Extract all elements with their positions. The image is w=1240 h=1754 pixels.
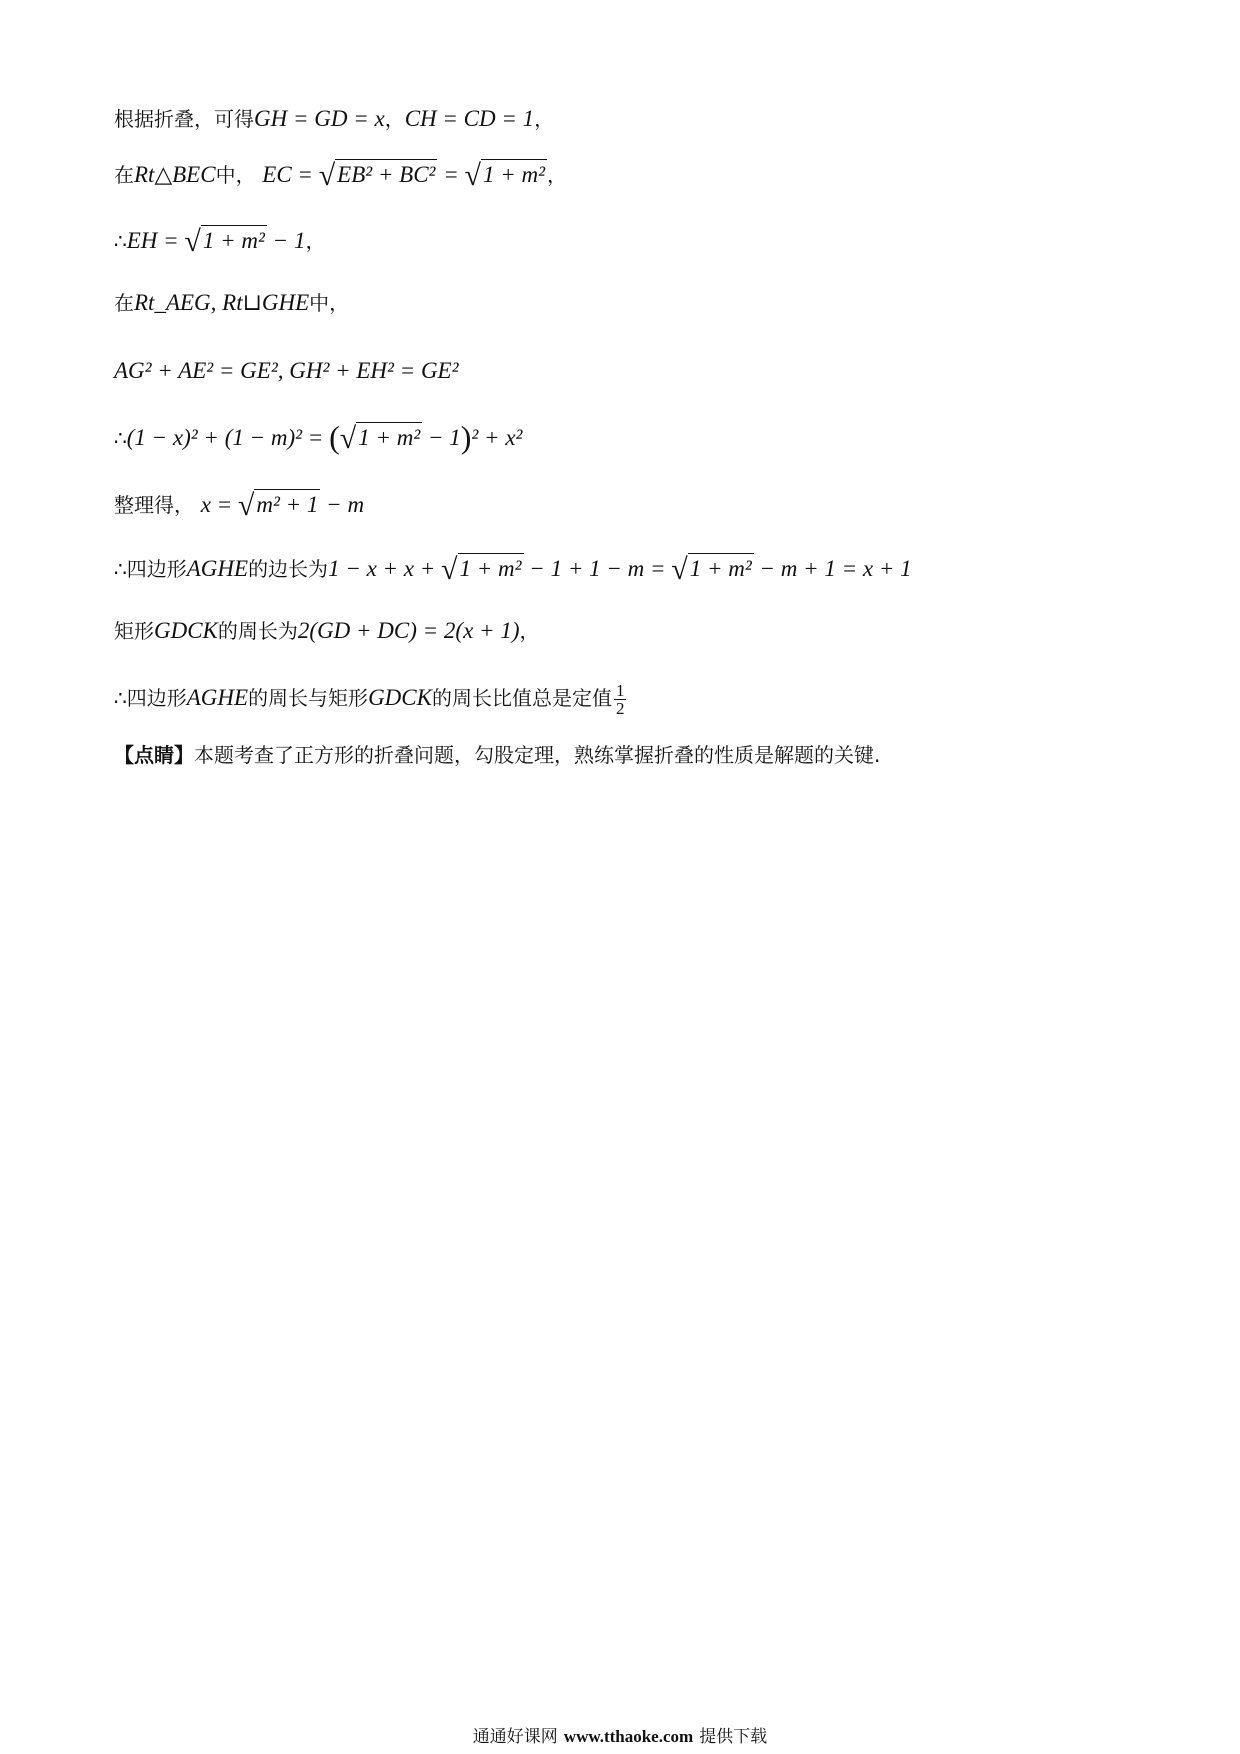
math: x = bbox=[200, 492, 238, 517]
text: 的周长与矩形 bbox=[248, 686, 369, 710]
text: ， bbox=[547, 163, 567, 187]
math: Rt_AEG, Rt⊔GHE bbox=[134, 290, 310, 315]
line-conclusion bbox=[114, 682, 626, 717]
math: GH = GD = x bbox=[254, 106, 385, 131]
math: − 1 + 1 − m = bbox=[523, 556, 672, 581]
math: EH = bbox=[126, 228, 185, 253]
text: 的周长比值总是定值 bbox=[431, 686, 612, 710]
math: CH = CD = 1 bbox=[404, 106, 535, 131]
text: 的周长为 bbox=[217, 619, 298, 643]
math: GDCK bbox=[154, 618, 218, 643]
footer-url: www.tthaoke.com bbox=[563, 1727, 694, 1746]
footer-suffix: 提供下载 bbox=[699, 1727, 768, 1747]
sqrt: √1 + m² bbox=[671, 553, 752, 586]
math: − m bbox=[320, 492, 365, 517]
footer-site-name: 通通好课网 bbox=[472, 1727, 558, 1747]
sqrt: √1 + m² bbox=[441, 553, 522, 586]
radicand: 1 + m² bbox=[481, 159, 547, 187]
math: = bbox=[437, 162, 465, 187]
text: 根据折叠，可得 bbox=[114, 107, 254, 131]
math: GDCK bbox=[368, 685, 432, 710]
text: 的边长为 bbox=[248, 557, 329, 581]
math: − 1 bbox=[422, 425, 461, 450]
sqrt: √m² + 1 bbox=[237, 489, 319, 522]
sqrt: √1 + m² bbox=[339, 422, 421, 455]
text: 本题考查了正方形的折叠问题，勾股定理，熟练掌握折叠的性质是解题的关键. bbox=[194, 743, 881, 767]
math: 2(GD + DC) = 2(x + 1) bbox=[297, 618, 520, 643]
sqrt: √1 + m² bbox=[184, 225, 265, 258]
page-footer bbox=[0, 1722, 1240, 1747]
radicand: 1 + m² bbox=[688, 553, 754, 581]
text: ∴ bbox=[114, 426, 127, 450]
fraction bbox=[614, 682, 627, 717]
text: 整理得， bbox=[114, 493, 194, 517]
line-rect-perimeter bbox=[114, 616, 539, 646]
line-pythagoras bbox=[114, 356, 459, 386]
math: EC = bbox=[262, 162, 319, 187]
line-equation: ∴(1 − x)² + (1 − m)² = (√1 + m² − 1)² + x² bbox=[114, 419, 523, 455]
line-fold-equalities bbox=[114, 104, 554, 134]
math: ² + x² bbox=[471, 425, 523, 450]
math: AG² + AE² = GE², GH² + EH² = GE² bbox=[114, 358, 459, 383]
radicand: 1 + m² bbox=[458, 553, 524, 581]
text: 中， bbox=[215, 163, 256, 187]
line-ec-length bbox=[114, 160, 567, 191]
text: ， bbox=[384, 107, 405, 131]
line-solution-x bbox=[114, 490, 364, 521]
text: 矩形 bbox=[114, 619, 154, 643]
radicand: 1 + m² bbox=[356, 422, 422, 450]
text: 中， bbox=[309, 291, 350, 315]
sqrt: √EB² + BC² bbox=[318, 159, 436, 192]
math: AGHE bbox=[186, 556, 249, 581]
line-triangles bbox=[114, 288, 349, 318]
math: AGHE bbox=[186, 685, 249, 710]
text: 在 bbox=[114, 291, 134, 315]
math: 1 − x + x + bbox=[328, 556, 442, 581]
math: − 1 bbox=[266, 228, 306, 253]
line-key-point bbox=[114, 740, 880, 770]
radicand: EB² + BC² bbox=[335, 159, 437, 187]
radicand: 1 + m² bbox=[201, 225, 267, 253]
text: ， bbox=[534, 107, 555, 131]
key-point-label: 【点睛】 bbox=[114, 743, 194, 767]
text: ， bbox=[519, 619, 540, 643]
text: ∴四边形 bbox=[114, 686, 187, 710]
line-side-length bbox=[114, 554, 912, 585]
text: ∴四边形 bbox=[114, 557, 187, 581]
math: (1 − x)² + (1 − m)² = bbox=[126, 425, 330, 450]
text: 在 bbox=[114, 163, 134, 187]
text: ， bbox=[305, 229, 326, 253]
fraction-numerator: 1 bbox=[615, 681, 625, 700]
line-eh-length bbox=[114, 226, 325, 257]
radicand: m² + 1 bbox=[254, 489, 320, 517]
math: − m + 1 = x + 1 bbox=[753, 556, 912, 581]
sqrt: √1 + m² bbox=[464, 159, 545, 192]
math: Rt△BEC bbox=[134, 162, 216, 187]
text: ∴ bbox=[114, 229, 127, 253]
fraction-denominator: 2 bbox=[615, 699, 625, 718]
